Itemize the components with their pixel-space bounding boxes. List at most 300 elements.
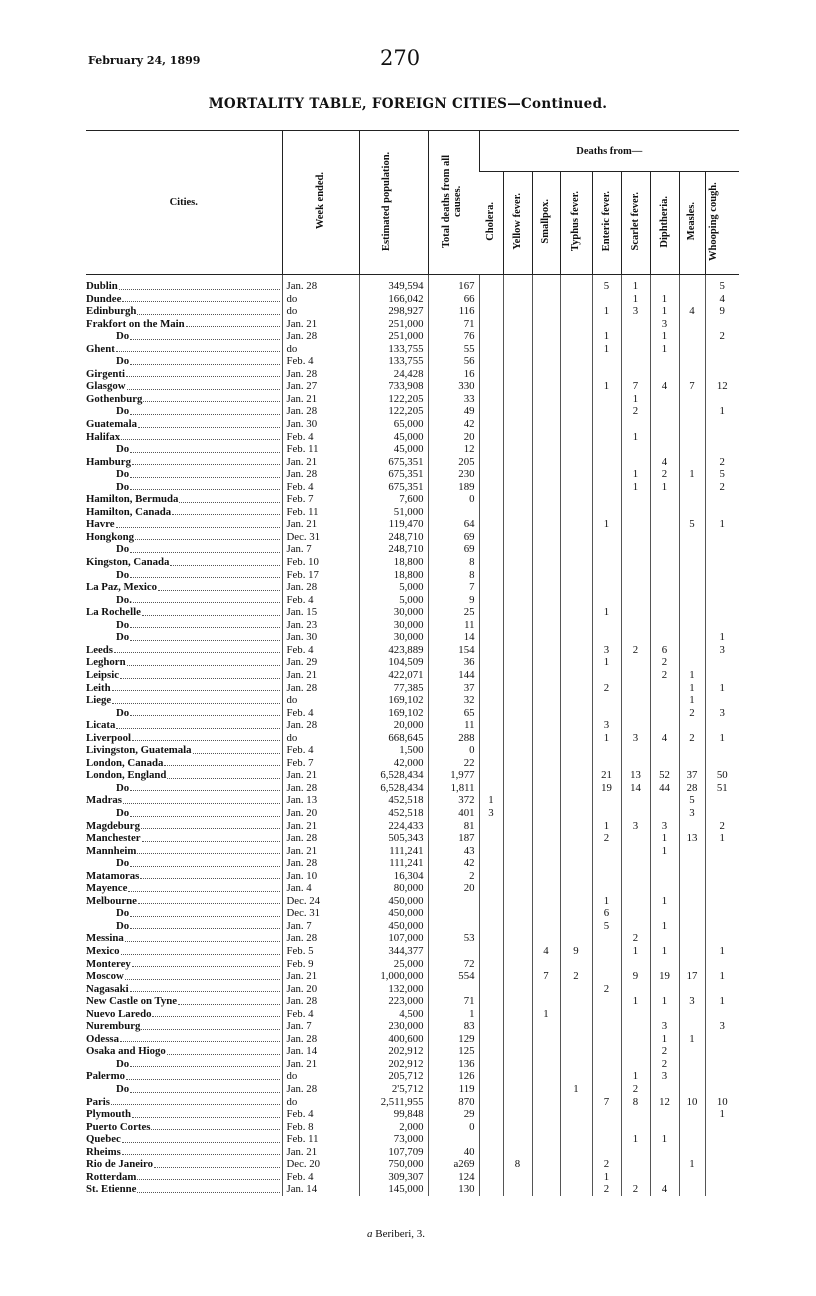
cause-cell <box>532 493 560 506</box>
week-cell: do <box>282 1070 359 1083</box>
cause-cell <box>650 757 679 770</box>
week-cell: Jan. 7 <box>282 920 359 933</box>
cause-cell <box>560 330 592 343</box>
cause-cell <box>560 732 592 745</box>
week-cell: Jan. 20 <box>282 807 359 820</box>
week-cell: Jan. 28 <box>282 782 359 795</box>
week-cell: Jan. 28 <box>282 719 359 732</box>
cause-cell <box>592 932 621 945</box>
cause-cell <box>479 594 503 607</box>
cause-cell <box>679 619 705 632</box>
cause-cell <box>560 744 592 757</box>
table-row <box>86 882 739 895</box>
cause-cell <box>592 1146 621 1159</box>
header-total-deaths: Total deaths from all causes. <box>428 131 479 275</box>
cause-cell <box>621 744 650 757</box>
cause-cell <box>503 380 532 393</box>
week-cell: Jan. 28 <box>282 330 359 343</box>
cause-cell <box>503 468 532 481</box>
cause-cell: 9 <box>560 945 592 958</box>
cause-cell: 1 <box>705 832 739 845</box>
cause-cell: 2 <box>705 820 739 833</box>
total-deaths-cell: 69 <box>428 543 479 556</box>
cause-cell <box>532 1133 560 1146</box>
cause-cell <box>532 895 560 908</box>
cause-cell: 2 <box>650 1045 679 1058</box>
cause-cell <box>592 958 621 971</box>
cause-cell: 7 <box>679 380 705 393</box>
city-name: Puerto Cortes <box>86 1120 151 1133</box>
total-deaths-cell: 144 <box>428 669 479 682</box>
cause-cell <box>479 1108 503 1121</box>
cause-cell <box>592 431 621 444</box>
city-cell <box>86 832 282 845</box>
cause-cell <box>503 1121 532 1134</box>
population-cell: 2,000 <box>359 1121 428 1134</box>
cause-cell <box>650 694 679 707</box>
table-row <box>86 832 739 845</box>
cause-cell <box>479 845 503 858</box>
city-cell <box>86 769 282 782</box>
week-cell: Jan. 28 <box>282 995 359 1008</box>
cause-cell <box>503 343 532 356</box>
table-row <box>86 870 739 883</box>
cause-cell: 1 <box>705 995 739 1008</box>
cause-cell <box>679 293 705 306</box>
cause-cell <box>532 581 560 594</box>
cause-cell <box>621 1146 650 1159</box>
cause-cell <box>560 393 592 406</box>
cause-cell: 1 <box>650 1033 679 1046</box>
population-cell: 675,351 <box>359 468 428 481</box>
cause-cell <box>479 275 503 293</box>
cause-cell <box>503 920 532 933</box>
city-name: Mannheim <box>86 844 137 857</box>
table-row <box>86 305 739 318</box>
cause-cell <box>650 857 679 870</box>
week-cell: Feb. 4 <box>282 644 359 657</box>
cause-cell <box>532 1096 560 1109</box>
cause-cell <box>679 393 705 406</box>
total-deaths-cell: 1 <box>428 1008 479 1021</box>
cause-cell <box>621 606 650 619</box>
cause-cell <box>532 418 560 431</box>
city-name: Kingston, Canada <box>86 556 170 569</box>
city-name: Nagasaki <box>86 982 129 995</box>
city-cell <box>86 1133 282 1146</box>
cause-cell: 1 <box>621 1070 650 1083</box>
city-cell <box>86 907 282 920</box>
cause-cell <box>503 305 532 318</box>
cause-cell <box>679 719 705 732</box>
cause-cell <box>621 619 650 632</box>
cause-cell <box>679 456 705 469</box>
cause-cell <box>532 368 560 381</box>
cause-cell <box>479 870 503 883</box>
population-cell: 111,241 <box>359 845 428 858</box>
population-cell: 65,000 <box>359 418 428 431</box>
cause-cell <box>592 1033 621 1046</box>
cause-cell <box>592 1045 621 1058</box>
cause-cell <box>560 882 592 895</box>
city-cell <box>86 368 282 381</box>
cause-cell <box>705 807 739 820</box>
cause-cell <box>621 1045 650 1058</box>
table-row <box>86 1133 739 1146</box>
cause-cell <box>479 983 503 996</box>
table-row <box>86 481 739 494</box>
cause-cell: 1 <box>650 305 679 318</box>
cause-cell <box>621 1158 650 1171</box>
cause-cell <box>650 682 679 695</box>
cause-cell <box>503 1070 532 1083</box>
cause-cell <box>479 355 503 368</box>
city-cell <box>86 1108 282 1121</box>
cause-cell <box>503 506 532 519</box>
cause-cell <box>479 619 503 632</box>
cause-cell <box>560 719 592 732</box>
footnote-marker: a <box>367 1228 373 1240</box>
cause-cell: 2 <box>650 669 679 682</box>
total-deaths-cell: 130 <box>428 1183 479 1196</box>
cause-cell <box>532 744 560 757</box>
city-name: Monterey <box>86 957 131 970</box>
cause-cell <box>679 581 705 594</box>
cause-cell <box>532 932 560 945</box>
cause-cell <box>503 518 532 531</box>
cause-cell <box>532 995 560 1008</box>
population-cell: 248,710 <box>359 543 428 556</box>
cause-cell <box>705 506 739 519</box>
week-cell: Feb. 4 <box>282 594 359 607</box>
cause-cell <box>560 380 592 393</box>
cause-cell: 1 <box>621 995 650 1008</box>
total-deaths-cell: 0 <box>428 1121 479 1134</box>
total-deaths-cell: 288 <box>428 732 479 745</box>
city-name: Do <box>116 543 130 556</box>
cause-cell <box>503 1008 532 1021</box>
cause-cell <box>621 920 650 933</box>
cause-cell <box>650 418 679 431</box>
cause-cell <box>479 531 503 544</box>
cause-cell <box>532 343 560 356</box>
cause-cell: 1 <box>705 970 739 983</box>
cause-cell <box>592 569 621 582</box>
cause-cell: 1 <box>621 945 650 958</box>
city-name: Do <box>116 1083 130 1095</box>
cause-cell <box>503 995 532 1008</box>
table-row <box>86 368 739 381</box>
total-deaths-cell <box>428 1133 479 1146</box>
table-row <box>86 569 739 582</box>
cause-cell <box>679 757 705 770</box>
cause-cell <box>479 1183 503 1196</box>
table-row <box>86 380 739 393</box>
cause-cell: 2 <box>621 644 650 657</box>
cause-cell: 3 <box>592 644 621 657</box>
week-cell: Dec. 20 <box>282 1158 359 1171</box>
cause-cell <box>532 619 560 632</box>
cause-cell <box>592 694 621 707</box>
cause-cell <box>621 958 650 971</box>
total-deaths-cell: 32 <box>428 694 479 707</box>
cause-cell <box>503 1033 532 1046</box>
city-name: Hamilton, Canada <box>86 505 172 518</box>
cause-cell: 2 <box>592 1158 621 1171</box>
cause-cell: 2 <box>592 1183 621 1196</box>
city-name: Dublin <box>86 280 118 292</box>
cause-cell <box>592 870 621 883</box>
cause-cell <box>679 594 705 607</box>
table-row <box>86 1020 739 1033</box>
cause-cell <box>560 1108 592 1121</box>
cause-cell: 1 <box>679 468 705 481</box>
city-cell <box>86 531 282 544</box>
cause-cell: 1 <box>560 1083 592 1096</box>
cause-cell: 3 <box>592 719 621 732</box>
total-deaths-cell: 14 <box>428 631 479 644</box>
week-cell: Jan. 21 <box>282 318 359 331</box>
city-cell <box>86 1070 282 1083</box>
city-cell <box>86 405 282 418</box>
week-cell: Jan. 28 <box>282 405 359 418</box>
cause-cell <box>503 569 532 582</box>
cause-cell <box>503 1020 532 1033</box>
population-cell: 5,000 <box>359 581 428 594</box>
cause-cell <box>705 719 739 732</box>
table-row <box>86 1183 739 1196</box>
cause-cell <box>679 920 705 933</box>
cause-cell <box>532 807 560 820</box>
cause-cell <box>532 606 560 619</box>
week-cell: Jan. 29 <box>282 656 359 669</box>
cause-cell <box>560 1183 592 1196</box>
cause-cell <box>621 707 650 720</box>
cause-cell: 3 <box>679 995 705 1008</box>
week-cell: Dec. 31 <box>282 907 359 920</box>
cause-cell <box>532 958 560 971</box>
cause-cell <box>479 343 503 356</box>
cause-cell <box>479 631 503 644</box>
table-row <box>86 945 739 958</box>
table-row <box>86 355 739 368</box>
cause-cell: 2 <box>705 481 739 494</box>
header-cause: Whooping cough. <box>705 172 739 275</box>
table-row <box>86 807 739 820</box>
week-cell: Jan. 20 <box>282 983 359 996</box>
cause-cell <box>560 1045 592 1058</box>
cause-cell <box>503 431 532 444</box>
cause-cell <box>479 995 503 1008</box>
population-cell: 344,377 <box>359 945 428 958</box>
table-row <box>86 343 739 356</box>
cause-cell: 5 <box>679 794 705 807</box>
week-cell: Jan. 21 <box>282 518 359 531</box>
cause-cell: 3 <box>621 305 650 318</box>
total-deaths-cell: 9 <box>428 594 479 607</box>
cause-cell <box>532 820 560 833</box>
cause-cell <box>479 418 503 431</box>
city-name: Do <box>116 907 130 920</box>
cause-cell <box>479 644 503 657</box>
total-deaths-cell: 1,811 <box>428 782 479 795</box>
city-cell <box>86 744 282 757</box>
cause-cell <box>705 606 739 619</box>
city-cell <box>86 782 282 795</box>
cause-cell <box>621 368 650 381</box>
cause-cell <box>532 1121 560 1134</box>
cause-cell <box>679 1121 705 1134</box>
cause-cell <box>650 275 679 293</box>
population-cell: 202,912 <box>359 1058 428 1071</box>
cause-cell <box>705 1183 739 1196</box>
cause-cell <box>479 656 503 669</box>
cause-cell <box>650 907 679 920</box>
cause-cell <box>592 1133 621 1146</box>
cause-cell <box>479 468 503 481</box>
cause-cell <box>532 1083 560 1096</box>
cause-cell <box>679 493 705 506</box>
cause-cell: 1 <box>621 393 650 406</box>
cause-cell: 52 <box>650 769 679 782</box>
total-deaths-cell: 2 <box>428 870 479 883</box>
cause-cell <box>479 744 503 757</box>
city-cell <box>86 481 282 494</box>
cause-cell <box>503 456 532 469</box>
week-cell: Jan. 21 <box>282 669 359 682</box>
cause-cell <box>560 431 592 444</box>
cause-cell <box>592 631 621 644</box>
population-cell: 2'5,712 <box>359 1083 428 1096</box>
table-row <box>86 556 739 569</box>
cause-cell <box>679 443 705 456</box>
cause-cell: 17 <box>679 970 705 983</box>
cause-cell <box>650 983 679 996</box>
cause-cell: 4 <box>705 293 739 306</box>
week-cell: Jan. 28 <box>282 1033 359 1046</box>
city-name: Messina <box>86 932 124 945</box>
cause-cell <box>621 506 650 519</box>
cause-cell <box>560 594 592 607</box>
cause-cell <box>532 1146 560 1159</box>
week-cell: Jan. 4 <box>282 882 359 895</box>
cause-cell <box>560 895 592 908</box>
cause-cell <box>679 656 705 669</box>
cause-cell: 2 <box>705 330 739 343</box>
city-name: Manchester <box>86 832 141 845</box>
city-name: Hamilton, Bermuda <box>86 493 179 506</box>
cause-cell: 1 <box>679 1033 705 1046</box>
total-deaths-cell: 53 <box>428 932 479 945</box>
week-cell: do <box>282 293 359 306</box>
population-cell: 133,755 <box>359 355 428 368</box>
cause-cell <box>503 983 532 996</box>
city-name: Nuremburg <box>86 1020 141 1033</box>
cause-cell <box>621 569 650 582</box>
cause-cell: 3 <box>650 820 679 833</box>
cause-cell <box>560 644 592 657</box>
population-cell: 309,307 <box>359 1171 428 1184</box>
city-name: Rheims <box>86 1145 121 1158</box>
population-cell: 450,000 <box>359 907 428 920</box>
cause-cell <box>592 443 621 456</box>
cause-cell <box>679 644 705 657</box>
cause-cell <box>560 857 592 870</box>
header-cause: Enteric fever. <box>592 172 621 275</box>
cause-cell: 12 <box>705 380 739 393</box>
cause-cell <box>503 493 532 506</box>
cause-cell <box>650 1083 679 1096</box>
city-cell <box>86 556 282 569</box>
week-cell: do <box>282 1096 359 1109</box>
total-deaths-cell: 7 <box>428 581 479 594</box>
population-cell: 4,500 <box>359 1008 428 1021</box>
cause-cell: 12 <box>650 1096 679 1109</box>
header-cities: Cities. <box>86 131 282 275</box>
cause-cell <box>532 845 560 858</box>
cause-cell <box>705 845 739 858</box>
cause-cell <box>679 1133 705 1146</box>
cause-cell <box>503 820 532 833</box>
cause-cell <box>621 757 650 770</box>
city-cell <box>86 380 282 393</box>
cause-cell <box>679 932 705 945</box>
cause-cell <box>560 794 592 807</box>
city-name: Leghorn <box>86 656 126 669</box>
cause-cell <box>679 895 705 908</box>
total-deaths-cell: 83 <box>428 1020 479 1033</box>
cause-cell: 5 <box>705 275 739 293</box>
cause-cell <box>560 543 592 556</box>
cause-cell <box>705 318 739 331</box>
cause-cell: 3 <box>705 1020 739 1033</box>
total-deaths-cell: 124 <box>428 1171 479 1184</box>
week-cell: Feb. 11 <box>282 506 359 519</box>
table-row <box>86 794 739 807</box>
cause-cell: 1 <box>592 305 621 318</box>
week-cell: Jan. 15 <box>282 606 359 619</box>
city-cell <box>86 305 282 318</box>
total-deaths-cell: 33 <box>428 393 479 406</box>
table-row <box>86 594 739 607</box>
cause-cell <box>503 1083 532 1096</box>
cause-cell <box>479 493 503 506</box>
cause-cell <box>560 820 592 833</box>
total-deaths-cell <box>428 983 479 996</box>
population-cell: 1,000,000 <box>359 970 428 983</box>
cause-cell: 1 <box>532 1008 560 1021</box>
cause-cell <box>532 1033 560 1046</box>
cause-cell: 4 <box>650 732 679 745</box>
cause-cell <box>650 870 679 883</box>
cause-cell <box>532 1070 560 1083</box>
cause-cell <box>705 1121 739 1134</box>
table-row <box>86 606 739 619</box>
cause-cell <box>705 343 739 356</box>
cause-cell: 3 <box>621 820 650 833</box>
cause-cell <box>560 1158 592 1171</box>
cause-cell <box>479 1008 503 1021</box>
cause-cell <box>479 757 503 770</box>
population-cell: 25,000 <box>359 958 428 971</box>
cause-cell: 1 <box>592 732 621 745</box>
table-row <box>86 431 739 444</box>
population-cell: 30,000 <box>359 606 428 619</box>
city-name: Do <box>116 618 130 631</box>
population-cell: 45,000 <box>359 443 428 456</box>
total-deaths-cell: 372 <box>428 794 479 807</box>
cause-cell: 1 <box>621 1133 650 1146</box>
